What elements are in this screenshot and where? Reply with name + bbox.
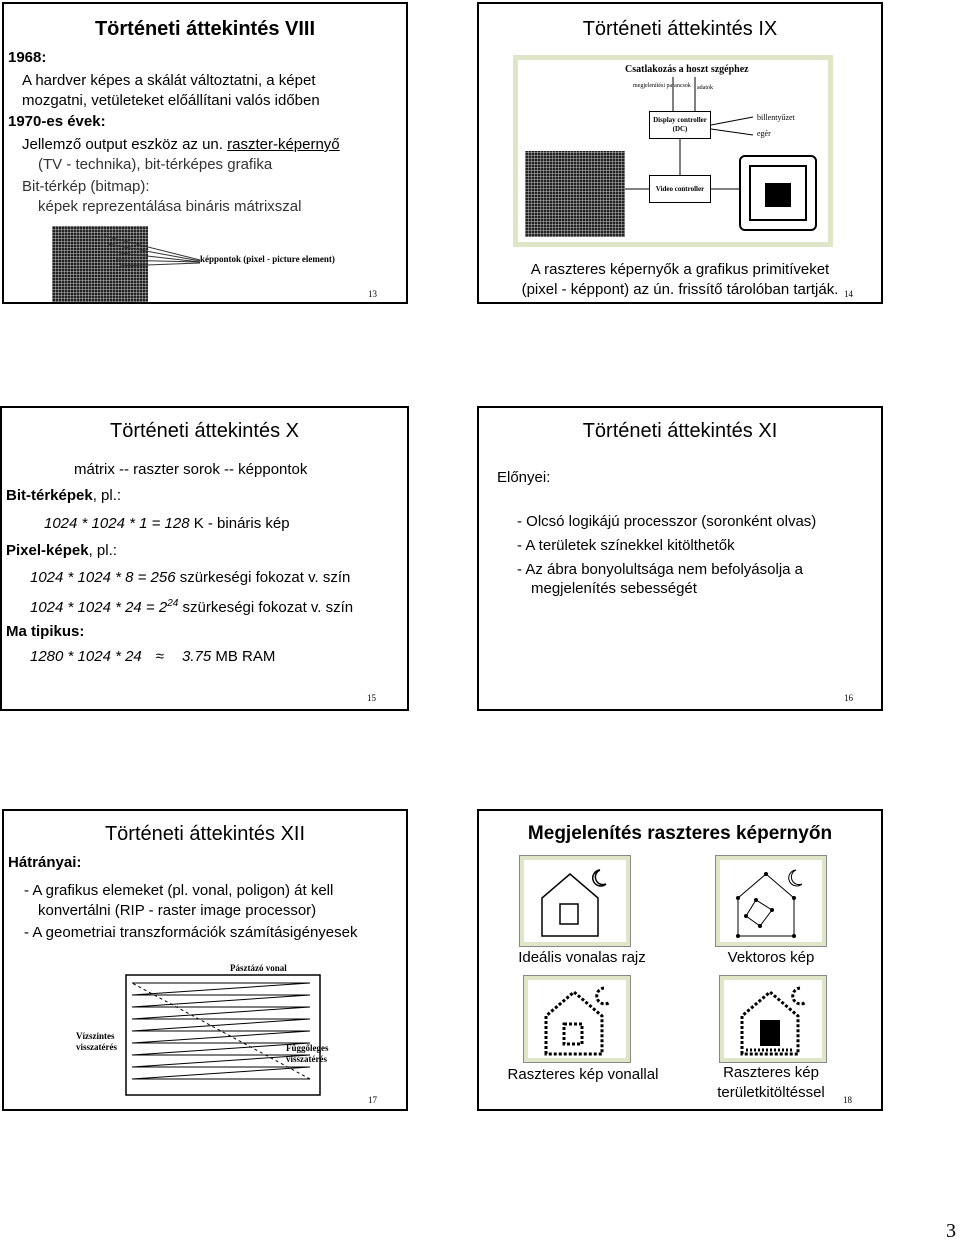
approx-symbol: ≈ bbox=[155, 648, 165, 665]
label-line: Vízszintes bbox=[76, 1031, 115, 1041]
text-line: - Olcsó logikájú processzor (soronként olvas) bbox=[517, 513, 817, 530]
text-line: 1968: bbox=[8, 49, 47, 66]
slide-17 bbox=[2, 809, 408, 1111]
scan-line-label: Pásztázó vonal bbox=[230, 963, 287, 973]
text-line: konvertálni (RIP - raster image processor) bbox=[38, 902, 317, 919]
text-line: Előnyei: bbox=[497, 469, 551, 486]
text-span: Jellemző output eszköz az un. bbox=[22, 136, 228, 153]
raster-line-image bbox=[523, 975, 631, 1063]
slide-14 bbox=[477, 2, 883, 304]
vector-image bbox=[715, 855, 827, 947]
formula: 1280 * 1024 * 24 bbox=[30, 648, 142, 665]
slide-number: 17 bbox=[368, 1095, 377, 1105]
label-line: Függőleges bbox=[286, 1043, 329, 1053]
caption bbox=[691, 1063, 851, 1103]
slide-13 bbox=[2, 2, 408, 304]
formula: 1024 * 1024 * 1 = 128 bbox=[44, 515, 190, 532]
text-span: Bit-térképek bbox=[6, 487, 93, 504]
page-number: 3 bbox=[946, 1220, 956, 1242]
text-line bbox=[30, 568, 350, 588]
raster-screen-term: raszter-képernyő bbox=[227, 136, 340, 153]
text-line bbox=[22, 135, 340, 155]
formula: 1024 * 1024 * 8 = 256 bbox=[30, 569, 176, 586]
mouse-label: egér bbox=[757, 129, 771, 138]
text-span: Pixel-képek bbox=[6, 542, 89, 559]
text-line: 1970-es évek: bbox=[8, 113, 106, 130]
video-controller-box: Video controller bbox=[649, 175, 711, 203]
pixel-label: képpontok (pixel - picture element) bbox=[200, 254, 335, 264]
slide-number: 18 bbox=[843, 1095, 852, 1105]
keyboard-label: billentyűzet bbox=[757, 113, 795, 122]
diagram-arrows bbox=[513, 55, 833, 247]
host-label: Csatlakozás a hoszt szgéphez bbox=[625, 64, 749, 75]
caption-line: Raszteres kép bbox=[723, 1064, 819, 1081]
caption-line: A raszteres képernyők a grafikus primitíveket bbox=[530, 261, 830, 278]
text-span: , pl.: bbox=[88, 542, 117, 559]
formula: 3.75 bbox=[182, 648, 212, 665]
text-line: - A grafikus elemeket (pl. vonal, poligon) át kell bbox=[24, 882, 334, 899]
caption-line: területkitöltéssel bbox=[717, 1084, 825, 1101]
ideal-line-drawing bbox=[519, 855, 631, 947]
text-span: MB RAM bbox=[211, 648, 276, 665]
text-line bbox=[30, 594, 353, 618]
text-span: szürkeségi fokozat v. szín bbox=[175, 569, 351, 586]
horizontal-retrace-label bbox=[76, 1031, 117, 1053]
slide-18 bbox=[477, 809, 883, 1111]
display-diagram bbox=[513, 55, 833, 247]
slide-title: Történeti áttekintés XI bbox=[582, 420, 778, 442]
data-label: adatok bbox=[697, 85, 713, 91]
text-line bbox=[6, 486, 121, 506]
text-line: - A geometriai transzformációk számításigényesek bbox=[24, 924, 358, 941]
display-controller-box: Display controller (DC) bbox=[649, 111, 711, 139]
slide-number: 16 bbox=[844, 693, 853, 703]
caption: Ideális vonalas rajz bbox=[518, 949, 646, 966]
slide-15 bbox=[0, 406, 409, 711]
text-line: A hardver képes a skálát változtatni, a képet bbox=[22, 72, 316, 89]
text-line: (TV - technika), bit-térképes grafika bbox=[38, 156, 273, 173]
label-line: visszatérés bbox=[286, 1054, 327, 1064]
text-span: , pl.: bbox=[92, 487, 122, 504]
text-span: szürkeségi fokozat v. szín bbox=[178, 599, 354, 616]
label-line: visszatérés bbox=[76, 1042, 117, 1052]
text-line: - A területek színekkel kitölthetők bbox=[517, 537, 735, 554]
slide-title: Történeti áttekintés X bbox=[110, 420, 299, 442]
caption: Vektoros kép bbox=[727, 949, 815, 966]
text-line bbox=[30, 647, 275, 667]
text-line: Bit-térkép (bitmap): bbox=[22, 178, 150, 195]
slide-number: 13 bbox=[368, 289, 377, 299]
slide-title: Történeti áttekintés XII bbox=[104, 823, 306, 845]
slide-title: Megjelenítés raszteres képernyőn bbox=[527, 823, 833, 844]
text-line: képek reprezentálása bináris mátrixszal bbox=[38, 198, 302, 215]
scan-diagram bbox=[124, 973, 324, 1099]
vertical-retrace-label bbox=[286, 1043, 329, 1065]
caption: Raszteres kép vonallal bbox=[507, 1066, 659, 1083]
raster-fill-image bbox=[719, 975, 827, 1063]
text-line: mátrix -- raszter sorok -- képpontok bbox=[74, 461, 308, 478]
slide-number: 15 bbox=[367, 693, 376, 703]
formula: 1024 * 1024 * 24 = 2 bbox=[30, 599, 168, 616]
text-line bbox=[6, 541, 117, 561]
slide-16 bbox=[477, 406, 883, 711]
slide-number: 14 bbox=[844, 289, 853, 299]
text-line: megjelenítés sebességét bbox=[531, 580, 697, 597]
text-line: mozgatni, vetületeket előállítani valós időben bbox=[22, 92, 320, 109]
exponent: 24 bbox=[167, 598, 179, 609]
text-line bbox=[44, 514, 290, 534]
text-line: Hátrányai: bbox=[8, 854, 82, 871]
text-span: K - bináris kép bbox=[189, 515, 290, 532]
text-line: - Az ábra bonyolultsága nem befolyásolja a bbox=[517, 561, 804, 578]
slide-title: Történeti áttekintés IX bbox=[582, 18, 778, 40]
commands-label: megjelenítési parancsok bbox=[633, 83, 691, 89]
text-line: Ma tipikus: bbox=[6, 623, 85, 640]
caption-line: (pixel - képpont) az ún. frissítő tárolóban tartják. bbox=[521, 281, 839, 298]
slide-title: Történeti áttekintés VIII bbox=[94, 18, 316, 40]
